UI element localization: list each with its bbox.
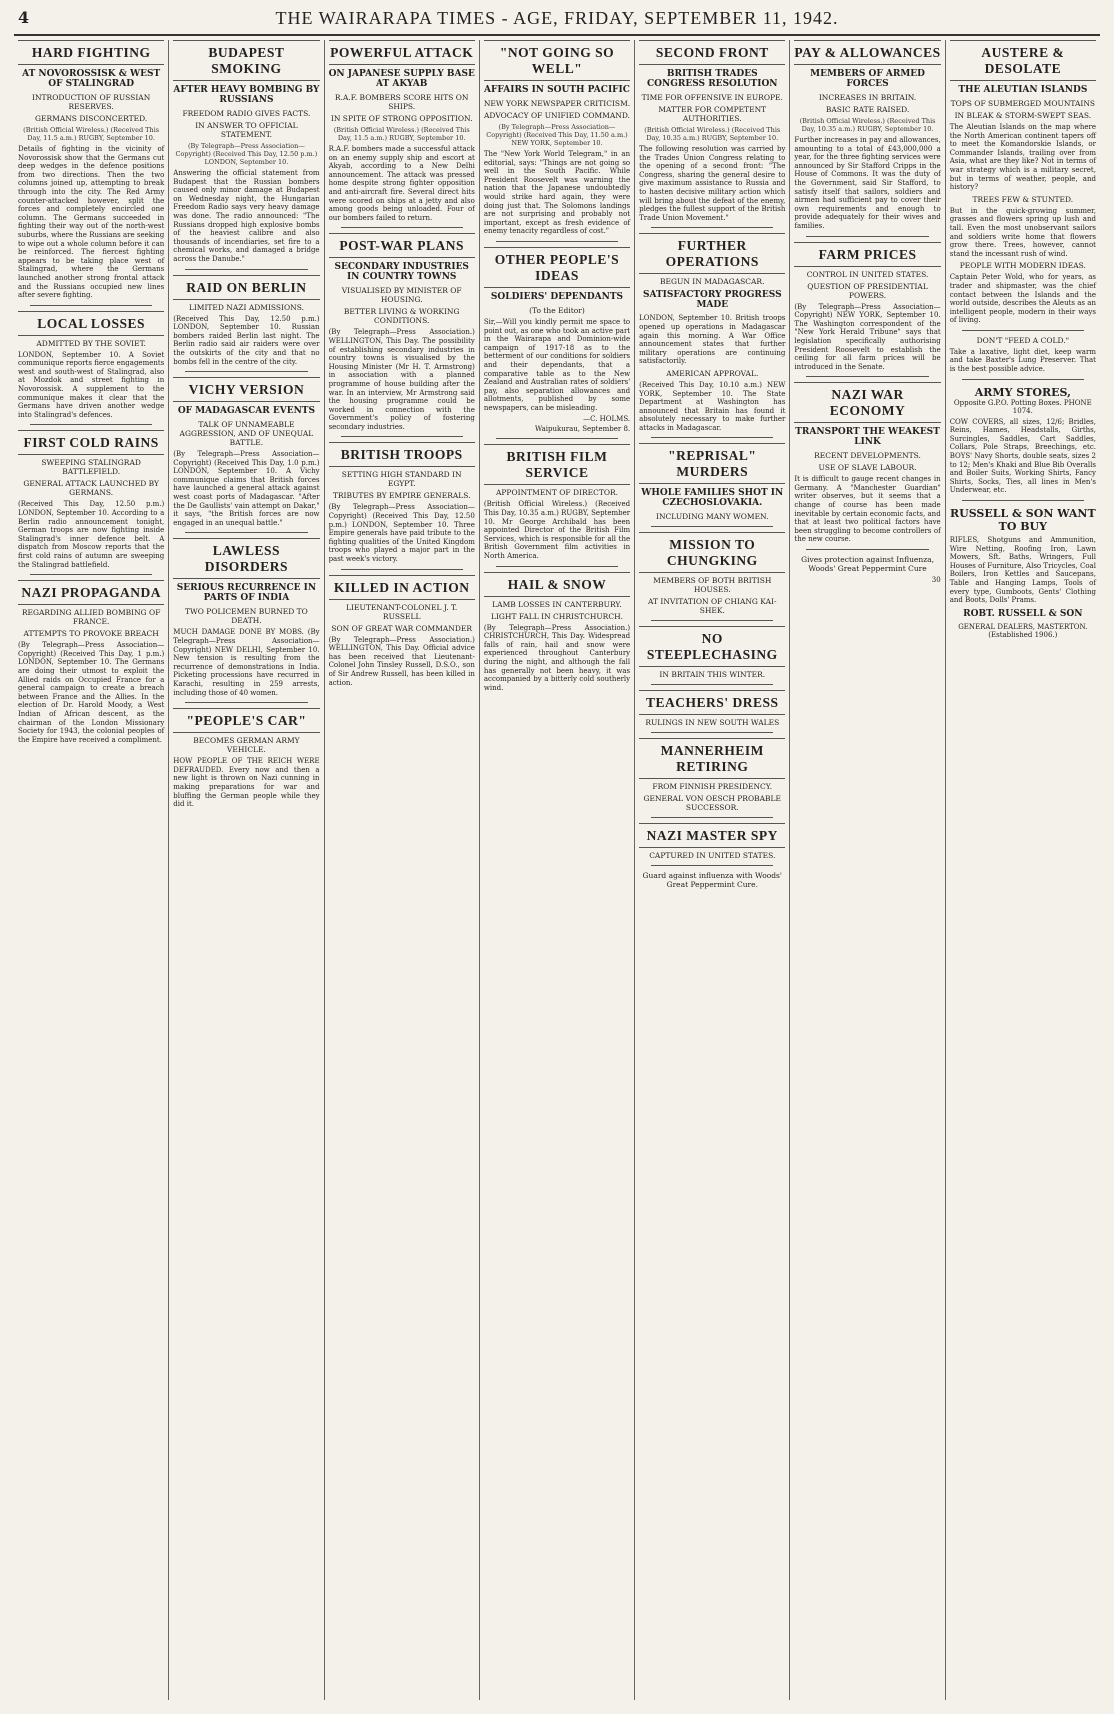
ad-footer: ROBT. RUSSELL & SON (963, 608, 1083, 619)
advertisement: Gives protection against Influenza, Woods' Great Peppermint Cure (801, 555, 934, 574)
headline: FIRST COLD RAINS (18, 430, 164, 455)
subheadline: SERIOUS RECURRENCE IN PARTS OF INDIA (176, 583, 317, 604)
subheadline: FROM FINNISH PRESIDENCY. (652, 782, 773, 792)
headline: NAZI MASTER SPY (639, 823, 785, 848)
dateline: (By Telegraph—Press Association—Copyright) (Received This Day, 12.50 p.m.) LONDON, September 10. (175, 142, 318, 166)
letter-dateline: Waipukurau, September 8. (535, 425, 631, 434)
divider (651, 865, 773, 866)
dateline: (British Official Wireless.) (Received This Day, 10.35 a.m.) RUGBY, September 10. (644, 126, 781, 142)
subheadline: ADVOCACY OF UNIFIED COMMAND. (484, 111, 630, 120)
subheadline: RECENT DEVELOPMENTS. (814, 451, 921, 461)
headline: KILLED IN ACTION (329, 575, 475, 600)
divider (651, 732, 773, 733)
article-body: Further increases in pay and allowances, amounting to a total of £43,000,000 a year, for the three fighting services were announced by Sir Stafford Cripps in the House of Commons. It was the duty of the Government, said Sir Stafford, to satisfy itself that sailors, soldiers and airmen had sufficient pay to cover their own requirements and enough to provide adequately for their wives and families. (794, 136, 941, 230)
subheadline: SETTING HIGH STANDARD IN EGYPT. (341, 470, 462, 489)
subheadline: LIGHT FALL IN CHRISTCHURCH. (490, 611, 623, 621)
subheadline: GENERAL ATTACK LAUNCHED BY GERMANS. (23, 479, 159, 498)
article-body: MUCH DAMAGE DONE BY MOBS. (By Telegraph—Press Association—Copyright) NEW DELHI, September 10. New tension is resulting from the recurrence of demonstrations in India. Picketing processions have recurred in Karachi, resulting in 259 arrests, including those of 40 women. (173, 628, 320, 697)
headline: NAZI WAR ECONOMY (794, 382, 940, 423)
headline: POST-WAR PLANS (329, 233, 475, 258)
divider (185, 371, 307, 372)
dateline: (By Telegraph—Press Association—Copyright) (Received This Day, 11.50 a.m.) NEW YORK, September 10. (486, 123, 628, 147)
column-7 (946, 40, 1100, 1700)
headline: NAZI PROPAGANDA (18, 580, 164, 605)
page-number: 4 (18, 8, 30, 27)
subheadline: BEGUN IN MADAGASCAR. (660, 277, 765, 287)
subheadline: GERMANS DISCONCERTED. (35, 114, 148, 123)
divider (496, 241, 618, 242)
article-body: The following resolution was carried by the Trades Union Congress relating to the opening of a second front: "The Congress, sharing the general desire to give maximum assistance to Russia and to hasten decisive military action which will bring about the defeat of the enemy, pledges the fullest support of the British Trade Union Movement." (639, 145, 786, 222)
subheadline: R.A.F. BOMBERS SCORE HITS ON SHIPS. (334, 93, 469, 111)
subheadline: BRITISH TRADES CONGRESS RESOLUTION (647, 69, 778, 89)
article-body: (By Telegraph—Press Association—Copyright) (Received This Day, 12.50 p.m.) LONDON, September 10. Three Empire generals have paid tribute to the fighting qualities of the United Kingdom troops who played a major part in the past week's victory. (328, 503, 475, 564)
headline: "REPRISAL" MURDERS (639, 443, 785, 484)
article-body: (Received This Day, 10.10 a.m.) NEW YORK, September 10. The State Department at Washington has announced that Britain has found it absolutely necessary to make further attacks in Madagascar. (639, 380, 786, 432)
article-body: But in the quick-growing summer, grasses and flowers spring up lush and tall. Even the most unobservant sailors and soldiers write home that flowers grow there. Trees, however, cannot stand the incessant rush of wind. (949, 206, 1096, 258)
article-body: R.A.F. bombers made a successful attack on an enemy supply ship and escort at Akyab, according to a New Delhi announcement. The attack was pressed home despite strong fighter opposition and anti-aircraft fire. Several direct hits were scored on ships at a jetty and also among goods being unloaded. Four of our bombers failed to return. (328, 145, 475, 222)
divider (651, 227, 773, 228)
subheadline: (To the Editor) (529, 305, 585, 315)
divider (341, 436, 463, 437)
article-body: (By Telegraph—Press Association.) CHRISTCHURCH, This Day. Widespread falls of rain, hail and snow were experienced throughout Canterbury during the night, and although the fall has generally not been heavy, it was accompanied by a bitterly cold southerly wind. (483, 623, 631, 692)
divider (30, 574, 152, 575)
dateline: (British Official Wireless.) (Received This Day, 10.35 a.m.) RUGBY, September 10. (799, 117, 936, 133)
ad-subtitle: Opposite G.P.O. Potting Boxes. PHONE 1074. (953, 398, 1092, 415)
subheadline: IN BLEAK & STORM-SWEPT SEAS. (954, 111, 1092, 120)
ad-body: RIFLES, Shotguns and Ammunition, Wire Netting, Roofing Iron, Lawn Mowers, Sft. Baths, Wringers, Full Houses of Furniture, Also Tricycles, Coal Boilers, Iron Kettles and Saucepans, Table and Hanging Lamps, Tools of every type, Gumboots, Gents' Clothing and Boots, Dolls' Prams. (949, 536, 1096, 605)
subheadline: LIMITED NAZI ADMISSIONS. (188, 302, 304, 312)
ad-footer: (Established 1906.) (988, 630, 1058, 639)
subheadline: ADMITTED BY THE SOVIET. (36, 338, 146, 348)
article-body: HOW PEOPLE OF THE REICH WERE DEFRAUDED. Every now and then a new light is thrown on Nazi cunning in making preparations for war and bluffing the German people while they did it. (173, 757, 320, 809)
subheadline: IN SPITE OF STRONG OPPOSITION. (330, 114, 473, 123)
divider (806, 236, 928, 237)
subheadline: MEMBERS OF ARMED FORCES (810, 69, 925, 89)
subheadline: NEW YORK NEWSPAPER CRITICISM. (483, 99, 631, 108)
subheadline: RULINGS IN NEW SOUTH WALES (645, 718, 780, 728)
column-6 (790, 40, 945, 1700)
headline: "PEOPLE'S CAR" (173, 708, 319, 733)
subheadline: AT NOVOROSSISK & WEST OF STALINGRAD (22, 69, 161, 89)
subheadline: AFFAIRS IN SOUTH PACIFIC (484, 85, 630, 95)
divider (496, 566, 618, 567)
divider (651, 817, 773, 818)
column-4 (480, 40, 635, 1700)
divider (30, 424, 152, 425)
subheadline: TREES FEW & STUNTED. (972, 194, 1074, 204)
headline: MISSION TO CHUNGKING (639, 532, 785, 573)
subheadline: TRIBUTES BY EMPIRE GENERALS. (332, 491, 471, 501)
article-body: (Received This Day, 12.50 p.m.) LONDON, September 10. According to a Berlin radio announcement tonight, German troops are now fighting inside Stalingrad's inner defence belt. A dispatch from Moscow reports that the first cold rains of autumn are sweeping the Stalingrad battlefield. (18, 500, 165, 569)
subheadline: VISUALISED BY MINISTER OF HOUSING. (341, 286, 462, 305)
subheadline: INCLUDING MANY WOMEN. (655, 512, 769, 522)
letter-body: Sir,—Will you kindly permit me space to point out, as one who took an active part in the Wairarapa and Dominion-wide campaign of 1917-18 as to the betterment of our conditions for soldiers and their dependants, that a comparative table as to the New Zealand and Australian rates of soldiers' pay, also separation allowances and allotments, published by some newspapers, can be misleading. (483, 317, 631, 412)
subheadline: ATTEMPTS TO PROVOKE BREACH (23, 629, 159, 639)
subheadline: LIEUTENANT-COLONEL J. T. RUSSELL (346, 602, 458, 621)
headline: AUSTERE & DESOLATE (950, 40, 1096, 81)
article-body: Captain Peter Wold, who for years, as trader and shipmaster, was the chief contact between the Islands and the world outside, describes the Aleuts as an intelligent people, modern in their ways of living. (949, 273, 1096, 325)
divider (962, 330, 1084, 331)
headline: SECOND FRONT (639, 40, 785, 65)
article-body: (By Telegraph—Press Association—Copyright) (Received This Day, 1.0 p.m.) LONDON, September 10. A Vichy communique claims that British forces have launched a general attack against west coast ports of Madagascar. "After the De Gaullists' vain attempt on Dakar," it says, "the British forces are now engaged in an unequal battle." (173, 450, 320, 527)
headline: LOCAL LOSSES (18, 311, 164, 336)
headline: MANNERHEIM RETIRING (639, 738, 785, 779)
article-body: The "New York World Telegram," in an editorial, says: "Things are not going so well in the South Pacific. While President Roosevelt was warning the nation that the Japanese undoubtedly would strike hard again, they were doing just that. The Solomons landings are not surprising and probably not important, except as fresh evidence of enemy tenacity regardless of cost." (483, 150, 631, 236)
article-body: Take a laxative, light diet, keep warm and take Baxter's Lung Preserver. That is the best possible advice. (949, 347, 1096, 374)
subheadline: TIME FOR OFFENSIVE IN EUROPE. (641, 93, 783, 102)
article-body: (By Telegraph—Press Association.) WELLINGTON, This Day. The possibility of establishing secondary industries in country towns is visualised by the Housing Minister (Mr H. T. Armstrong) in association with a planned programme of house building after the war. In an interview, Mr Armstrong said the housing programme could be worked in connection with the Government's policy of fostering secondary industries. (328, 328, 475, 431)
headline: BUDAPEST SMOKING (173, 40, 319, 81)
column-5 (635, 40, 790, 1700)
subheadline: PEOPLE WITH MODERN IDEAS. (959, 261, 1086, 271)
subheadline: TOPS OF SUBMERGED MOUNTAINS (950, 99, 1096, 108)
subheadline: SATISFACTORY PROGRESS MADE (642, 290, 782, 311)
column-2 (169, 40, 324, 1700)
subheadline: APPOINTMENT OF DIRECTOR. (495, 488, 618, 498)
divider (651, 684, 773, 685)
newspaper-title: THE WAIRARAPA TIMES - AGE, FRIDAY, SEPTEMBER 11, 1942. (275, 8, 839, 28)
subheadline: FREEDOM RADIO GIVES FACTS. (182, 109, 311, 118)
headline: POWERFUL ATTACK (329, 40, 475, 65)
column-1 (14, 40, 169, 1700)
advertisement: Guard against influenza with Woods' Great Peppermint Cure. (642, 871, 782, 890)
article-body: (By Telegraph—Press Association—Copyright) (Received This Day, 1 p.m.) LONDON, September 10. The Germans are doing their utmost to exploit the Allied raids on Occupied France for a general campaign to create a breach between France and the Allies. In the election of Dr. Harold Moody, a West Indian of African descent, as the chairman of the London Missionary Society for 1943, the colonial peoples of the Empire have received a compliment. (18, 641, 165, 744)
subheadline: SOLDIERS' DEPENDANTS (490, 291, 624, 302)
ad-title: ARMY STORES, (974, 385, 1071, 399)
subheadline: LAMB LOSSES IN CANTERBURY. (492, 599, 622, 609)
article-body: LONDON, September 10. British troops opened up operations in Madagascar again this morning. A War Office announcement states that further military operations are continuing satisfactorily. (639, 314, 786, 366)
article-body: (By Telegraph—Press Association.) WELLINGTON, This Day. Official advice has been received that Lieutenant-Colonel John Tinsley Russell, D.S.O., son of Sir Andrew Russell, has been killed in action. (328, 635, 475, 687)
headline: HAIL & SNOW (484, 572, 630, 597)
subheadline: CONTROL IN UNITED STATES. (806, 269, 929, 279)
divider (806, 376, 928, 377)
subheadline: AMERICAN APPROVAL. (666, 368, 759, 378)
ad-number: 30 (931, 576, 941, 585)
subheadline: REGARDING ALLIED BOMBING OF FRANCE. (21, 608, 161, 627)
subheadline: SECONDARY INDUSTRIES IN COUNTRY TOWNS (334, 262, 469, 283)
dateline: (British Official Wireless.) (Received This Day, 11.5 a.m.) RUGBY, September 10. (333, 126, 470, 142)
divider (185, 532, 307, 533)
subheadline: BECOMES GERMAN ARMY VEHICLE. (193, 736, 300, 755)
headline: BRITISH TROOPS (329, 442, 475, 467)
subheadline: TALK OF UNNAMEABLE AGGRESSION, AND OF UNEQUAL BATTLE. (179, 420, 314, 448)
article-body: It is difficult to gauge recent changes in Germany. A "Manchester Guardian" writer observes, but it seems that a change of course has been made inevitable by certain economic facts, and that at least two political factors have been struggling to become controllers of the new course. (794, 475, 941, 544)
article-body: (By Telegraph—Press Association—Copyright) NEW YORK, September 10. The Washington correspondent of the "New York Herald Tribune" says that legislation specifically authorising President Roosevelt to establish the ceiling for all farm prices will be introduced in the Senate. (794, 302, 941, 371)
column-3 (325, 40, 480, 1700)
ad-title: RUSSELL & SON WANT TO BUY (949, 507, 1096, 533)
subheadline: AT INVITATION OF CHIANG KAI-SHEK. (648, 597, 777, 616)
article-body: The Aleutian Islands on the map where the North American continent tapers off to meet the Komandorskie Islands, or Commander Islands, trailing over from Asia, what are they like? Not in terms of war strategy which is a military secret, but in terms of weather, people, and history? (949, 123, 1096, 192)
headline: TEACHERS' DRESS (639, 690, 785, 715)
subheadline: GENERAL VON OESCH PROBABLE SUCCESSOR. (643, 794, 781, 813)
divider (185, 702, 307, 703)
subheadline: AFTER HEAVY BOMBING BY RUSSIANS (173, 85, 320, 105)
divider (341, 227, 463, 228)
columns (14, 40, 1100, 1700)
subheadline: QUESTION OF PRESIDENTIAL POWERS. (807, 281, 928, 300)
subheadline: IN ANSWER TO OFFICIAL STATEMENT. (195, 121, 298, 139)
headline: RAID ON BERLIN (173, 275, 319, 300)
subheadline: ON JAPANESE SUPPLY BASE AT AKYAB (328, 69, 475, 89)
subheadline: MATTER FOR COMPETENT AUTHORITIES. (658, 105, 767, 123)
subheadline: OF MADAGASCAR EVENTS (177, 406, 315, 417)
divider (496, 438, 618, 439)
subheadline: MEMBERS OF BOTH BRITISH HOUSES. (653, 576, 772, 595)
subheadline: TRANSPORT THE WEAKEST LINK (795, 427, 940, 448)
subheadline: BASIC RATE RAISED. (825, 105, 910, 114)
divider (185, 269, 307, 270)
subheadline: INCREASES IN BRITAIN. (818, 93, 917, 102)
article-body: LONDON, September 10. A Soviet communique reports fierce engagements west and south-west of Stalingrad, also at Mozdok and street fighting in Novorossisk. A supplement to the communique makes it clear that the Germans have driven another wedge into Stalingrad's defences. (18, 350, 165, 419)
divider (962, 379, 1084, 380)
dateline: (British Official Wireless.) (Received This Day, 11.5 a.m.) RUGBY, September 10. (23, 126, 160, 142)
letter-signature: —C. HOLMS. (583, 415, 631, 424)
article-body: Answering the official statement from Budapest that the Russian bombers caused only minor damage at Budapest on Wednesday night, the Hungarian Freedom Radio says very heavy damage was done. The radio announced: "The Russians dropped high explosive bombs of the heaviest calibre and also thousands of incendiaries, set fire to a chemical works, and damaged a bridge across the Danube." (173, 169, 320, 263)
masthead (14, 0, 1100, 36)
subheadline: TWO POLICEMEN BURNED TO DEATH. (185, 607, 308, 626)
headline: HARD FIGHTING (18, 40, 164, 65)
headline: "NOT GOING SO WELL" (484, 40, 630, 81)
headline: PAY & ALLOWANCES (794, 40, 940, 65)
article-body: (British Official Wireless.) (Received This Day, 10.35 a.m.) RUGBY, September 10. Mr George Archibald has been appointed Director of the British Film Services, which is responsible for all the British Government film activities in North America. (483, 500, 631, 561)
headline: FURTHER OPERATIONS (639, 233, 785, 274)
headline: VICHY VERSION (173, 377, 319, 402)
divider (651, 620, 773, 621)
subheadline: INTRODUCTION OF RUSSIAN RESERVES. (32, 93, 151, 111)
divider (806, 549, 928, 550)
headline: LAWLESS DISORDERS (173, 538, 319, 579)
divider (341, 569, 463, 570)
subheadline: CAPTURED IN UNITED STATES. (649, 851, 776, 861)
subheadline: THE ALEUTIAN ISLANDS (958, 85, 1088, 95)
divider (651, 437, 773, 438)
subheadline: USE OF SLAVE LABOUR. (818, 463, 917, 473)
divider (962, 500, 1084, 501)
subheadline: DON'T "FEED A COLD." (976, 335, 1070, 345)
article-body: Details of fighting in the vicinity of Novorossisk show that the Germans cut deep wedges in the defence positions from two directions. Then the two columns joined up, attempting to break through into the city. The Red Army counter-attacked however, split the forces and completely encircled one column. The Germans succeeded in fighting their way out of the north-west suburbs, where the Russians are seeking to wipe out a whole column before it can be reinforced. The fiercest fighting appears to be taking place west of Stalingrad, where the Germans launched another strong frontal attack and the Russians occupied new lines after severe fighting. (18, 145, 165, 300)
ad-body: COW COVERS, all sizes, 12/6; Bridles, Reins, Hames, Headstalls, Girths, Surcingles, Saddles, Cart Saddles, Collars, Pole Straps, Breechings, etc. BOYS' Navy Shorts, double seats, sizes 2 to 12; Men's Khaki and Blue Bib Overalls and Boiler Suits, Working Shirts, Fancy Shirts, Socks, Ties, all lines in Men's Underwear, etc. (949, 417, 1096, 495)
divider (651, 526, 773, 527)
subheadline: IN BRITAIN THIS WINTER. (659, 670, 766, 680)
headline: NO STEEPLECHASING (639, 626, 785, 667)
subheadline: WHOLE FAMILIES SHOT IN CZECHOSLOVAKIA. (641, 488, 784, 509)
headline: BRITISH FILM SERVICE (484, 444, 630, 485)
headline: FARM PRICES (794, 242, 940, 267)
article-body: (Received This Day, 12.50 p.m.) LONDON, September 10. Russian bombers raided Berlin last night. The Berlin radio said air raiders were over the outskirts of the city and that no bombs fell in the centre of the city. (173, 314, 320, 366)
ad-footer: GENERAL DEALERS, MASTERTON. (958, 622, 1088, 631)
divider (30, 305, 152, 306)
headline: OTHER PEOPLE'S IDEAS (484, 247, 630, 288)
subheadline: BETTER LIVING & WORKING CONDITIONS. (343, 307, 460, 326)
subheadline: SWEEPING STALINGRAD BATTLEFIELD. (41, 458, 141, 477)
subheadline: SON OF GREAT WAR COMMANDER (331, 623, 473, 633)
